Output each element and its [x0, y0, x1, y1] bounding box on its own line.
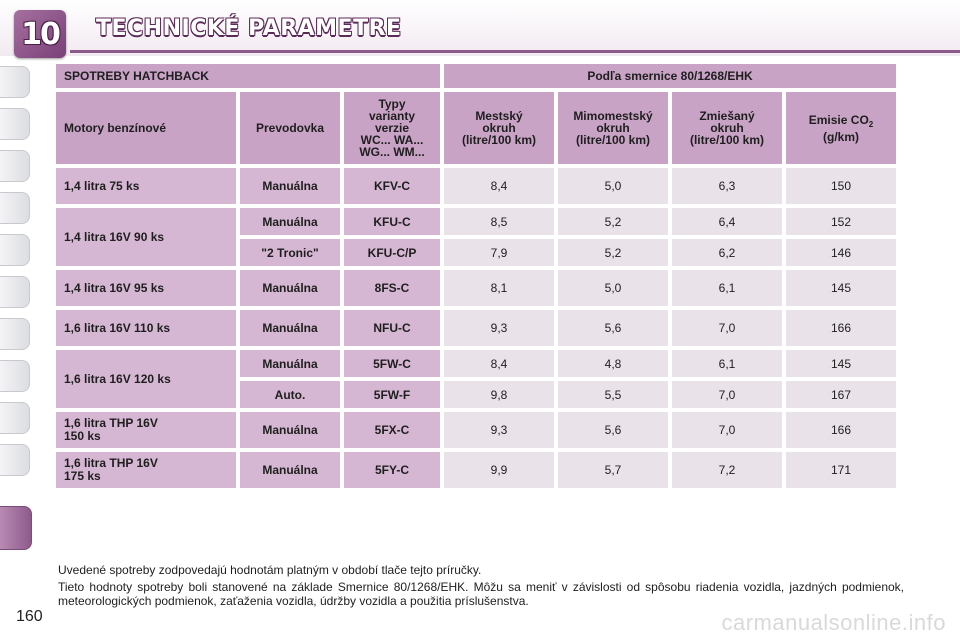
engine-line: 1,6 litra THP 16V	[64, 456, 158, 470]
variant-cell: 5FY-C	[344, 452, 440, 488]
consumption-table	[52, 60, 900, 492]
gearbox-cell: Manuálna	[240, 412, 340, 448]
co2-cell: 166	[786, 310, 896, 346]
footnote: Uvedené spotreby zodpovedajú hodnotám platným v období tlače tejto príručky.	[58, 563, 482, 577]
chapter-tab[interactable]	[0, 360, 30, 392]
header-line: Mimomestský	[573, 109, 653, 123]
variant-cell: KFU-C/P	[344, 239, 440, 266]
variant-cell: 8FS-C	[344, 270, 440, 306]
urban-cell: 9,8	[444, 381, 554, 408]
header-line: Zmiešaný	[699, 109, 755, 123]
engine-line: 1,6 litra THP 16V	[64, 416, 158, 430]
page-title: TECHNICKÉ PARAMETRE	[96, 16, 402, 41]
urban-cell: 8,5	[444, 208, 554, 235]
chapter-tab[interactable]	[0, 318, 30, 350]
column-header-combined	[672, 92, 782, 164]
variant-cell: 5FW-C	[344, 350, 440, 377]
engine-cell: 1,4 litra 75 ks	[56, 168, 236, 204]
gearbox-cell: Auto.	[240, 381, 340, 408]
combined-cell: 7,0	[672, 310, 782, 346]
header-line: WG... WM...	[359, 145, 425, 159]
urban-cell: 9,3	[444, 310, 554, 346]
extra-urban-cell: 5,5	[558, 381, 668, 408]
combined-cell: 7,2	[672, 452, 782, 488]
gearbox-cell: Manuálna	[240, 168, 340, 204]
chapter-tab[interactable]	[0, 66, 30, 98]
gearbox-cell: "2 Tronic"	[240, 239, 340, 266]
urban-cell: 9,9	[444, 452, 554, 488]
gearbox-cell: Manuálna	[240, 452, 340, 488]
header-line: (g/km)	[823, 129, 859, 144]
column-header-variants	[344, 92, 440, 164]
column-header-co2	[786, 92, 896, 164]
extra-urban-cell: 5,6	[558, 310, 668, 346]
extra-urban-cell: 5,2	[558, 239, 668, 266]
combined-cell: 6,3	[672, 168, 782, 204]
extra-urban-cell: 5,2	[558, 208, 668, 235]
extra-urban-cell: 5,0	[558, 270, 668, 306]
header-line: okruh	[482, 121, 516, 135]
engine-cell: 1,4 litra 16V 90 ks	[56, 208, 236, 266]
engine-cell	[56, 412, 236, 448]
header-line: verzie	[374, 121, 410, 135]
urban-cell: 8,4	[444, 350, 554, 377]
header-line: okruh	[596, 121, 630, 135]
extra-urban-cell: 5,6	[558, 412, 668, 448]
co2-cell: 166	[786, 412, 896, 448]
extra-urban-cell: 5,7	[558, 452, 668, 488]
footnotes	[58, 563, 904, 611]
urban-cell: 7,9	[444, 239, 554, 266]
header-line: (litre/100 km)	[461, 133, 537, 147]
chapter-tab[interactable]	[0, 108, 30, 140]
extra-urban-cell: 4,8	[558, 350, 668, 377]
column-header-gearbox: Prevodovka	[240, 92, 340, 164]
extra-urban-cell: 5,0	[558, 168, 668, 204]
header-line: Emisie CO	[808, 112, 869, 127]
header-line: okruh	[710, 121, 744, 135]
chapter-number: 10	[21, 16, 59, 52]
table-row	[56, 412, 896, 448]
urban-cell: 9,3	[444, 412, 554, 448]
engine-cell: 1,4 litra 16V 95 ks	[56, 270, 236, 306]
header-line: Typy	[378, 97, 406, 111]
chapter-tab[interactable]	[0, 276, 30, 308]
table-standard: Podľa smernice 80/1268/EHK	[444, 64, 896, 88]
header-line: (litre/100 km)	[689, 133, 765, 147]
header-line: Mestský	[475, 109, 523, 123]
watermark: carmanualsonline.info	[721, 610, 946, 635]
engine-line: 150 ks	[64, 429, 101, 443]
footnote: Tieto hodnoty spotreby boli stanovené na základe Smernice 80/1268/EHK. Môžu sa meniť v závislosti od spôsobu riadenia vozidla, jazdných podmienok, meteorologických podmienok, zaťaženia vozidla, údržby vozidla a použitia príslušenstva.	[58, 580, 904, 608]
co2-cell: 145	[786, 270, 896, 306]
co2-cell: 145	[786, 350, 896, 377]
urban-cell: 8,1	[444, 270, 554, 306]
co2-cell: 171	[786, 452, 896, 488]
chapter-badge	[14, 10, 66, 58]
header-divider	[70, 50, 960, 53]
chapter-tab[interactable]	[0, 444, 30, 476]
variant-cell: 5FX-C	[344, 412, 440, 448]
gearbox-cell: Manuálna	[240, 270, 340, 306]
table-row	[56, 452, 896, 488]
engine-cell: 1,6 litra 16V 120 ks	[56, 350, 236, 408]
combined-cell: 6,1	[672, 270, 782, 306]
combined-cell: 6,1	[672, 350, 782, 377]
gearbox-cell: Manuálna	[240, 350, 340, 377]
co2-subscript: 2	[868, 119, 874, 129]
variant-cell: NFU-C	[344, 310, 440, 346]
co2-cell: 146	[786, 239, 896, 266]
page-number: 160	[16, 608, 43, 625]
combined-cell: 7,0	[672, 381, 782, 408]
column-header-urban	[444, 92, 554, 164]
combined-cell: 6,2	[672, 239, 782, 266]
engine-cell: 1,6 litra 16V 110 ks	[56, 310, 236, 346]
co2-cell: 167	[786, 381, 896, 408]
header-line: (litre/100 km)	[575, 133, 651, 147]
chapter-tab[interactable]	[0, 150, 30, 182]
engine-line: 175 ks	[64, 469, 101, 483]
chapter-tab-active[interactable]	[0, 506, 32, 550]
gearbox-cell: Manuálna	[240, 208, 340, 235]
table-row	[56, 350, 896, 377]
variant-cell: KFU-C	[344, 208, 440, 235]
chapter-tab[interactable]	[0, 402, 30, 434]
table-row	[56, 208, 896, 235]
column-header-extra-urban	[558, 92, 668, 164]
header-line: WC... WA...	[360, 133, 424, 147]
chapter-tab[interactable]	[0, 234, 30, 266]
table-row	[56, 310, 896, 346]
header-line: varianty	[368, 109, 416, 123]
table-row	[56, 270, 896, 306]
combined-cell: 7,0	[672, 412, 782, 448]
engine-cell	[56, 452, 236, 488]
urban-cell: 8,4	[444, 168, 554, 204]
table-title: SPOTREBY HATCHBACK	[56, 64, 440, 88]
column-header-engines: Motory benzínové	[56, 92, 236, 164]
co2-cell: 152	[786, 208, 896, 235]
variant-cell: 5FW-F	[344, 381, 440, 408]
gearbox-cell: Manuálna	[240, 310, 340, 346]
combined-cell: 6,4	[672, 208, 782, 235]
variant-cell: KFV-C	[344, 168, 440, 204]
table-row	[56, 168, 896, 204]
co2-cell: 150	[786, 168, 896, 204]
chapter-tab[interactable]	[0, 192, 30, 224]
chapter-tabs	[0, 66, 34, 576]
